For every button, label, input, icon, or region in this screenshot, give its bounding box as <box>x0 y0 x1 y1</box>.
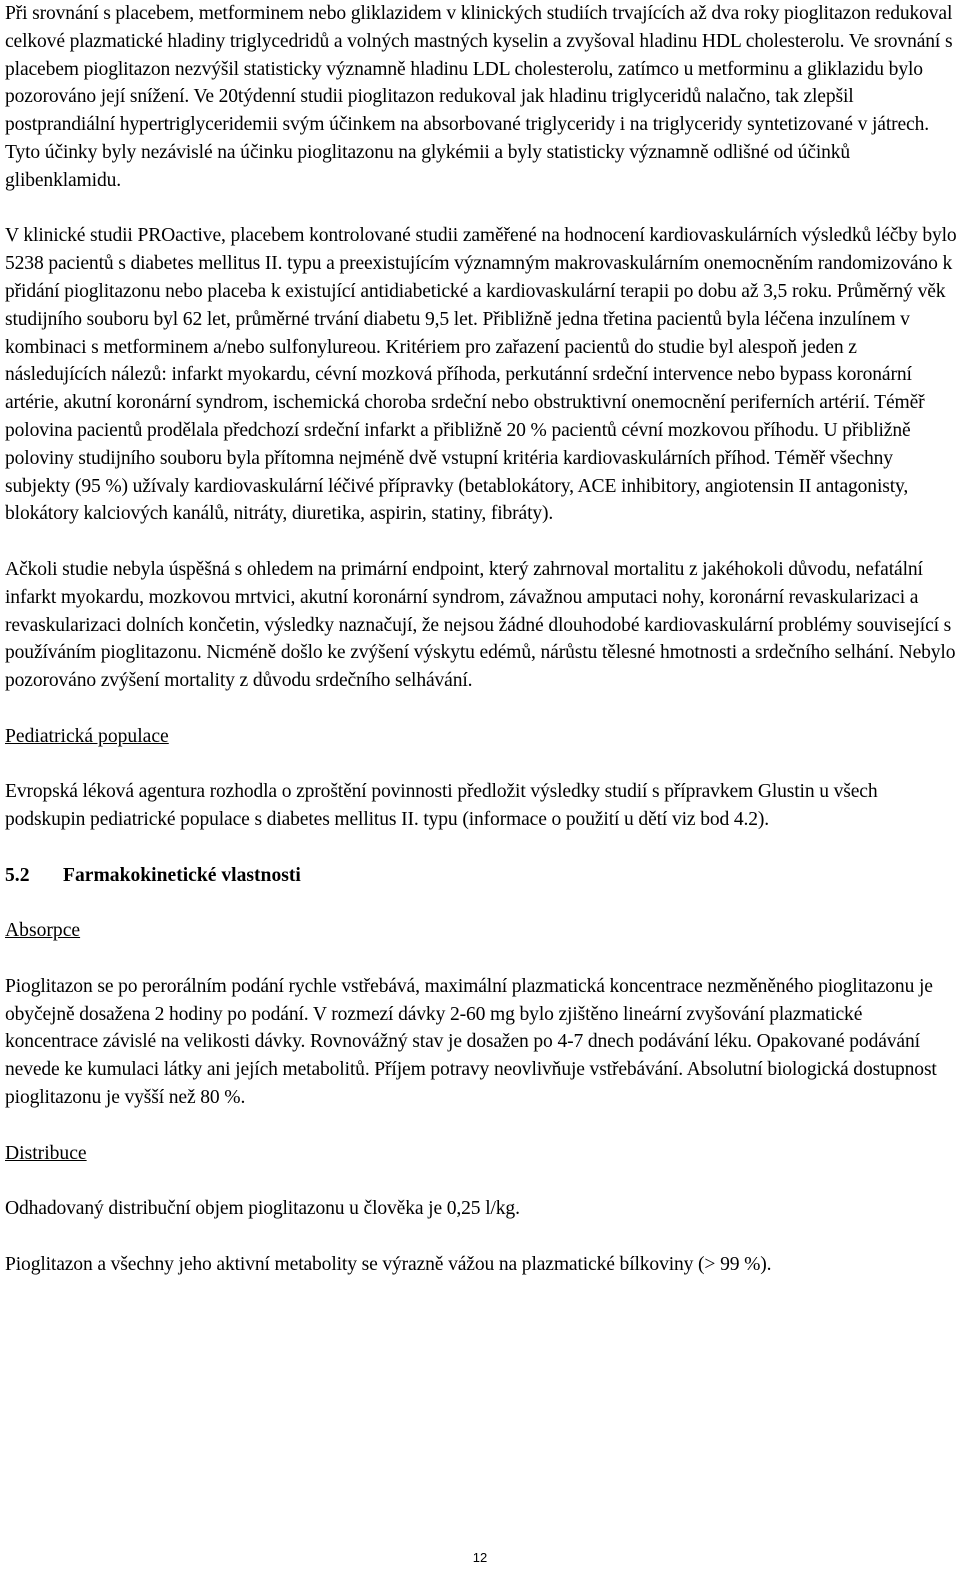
paragraph-absorption: Pioglitazon se po perorálním podání rychle vstřebává, maximální plazmatická koncentrace nezměněného pioglitazonu je obyčejně dosažena 2 hodiny po podání. V rozmezí dávky 2-60 mg bylo zjištěno lineární zvyšování plazmatické koncentrace závislé na velikosti dávky. Rovnovážný stav je dosažen po 4-7 dnech podávání léku. Opakované podávání nevede ke kumulaci látky ani jejích metabolitů. Příjem potravy neovlivňuje vstřebávání. Absolutní biologická dostupnost pioglitazonu je vyšší než 80 %. <box>5 975 937 1109</box>
document-page <box>5 0 958 1279</box>
pediatric-heading: Pediatrická populace <box>5 725 169 747</box>
paragraph-distribution-volume: Odhadovaný distribuční objem pioglitazonu u člověka je 0,25 l/kg. <box>5 1198 520 1220</box>
absorption-heading: Absorpce <box>5 920 81 942</box>
section-number: 5.2 <box>5 864 30 886</box>
distribution-heading: Distribuce <box>5 1142 87 1164</box>
section-heading-5-2 <box>5 862 958 890</box>
paragraph-protein-binding: Pioglitazon a všechny jeho aktivní metabolity se výrazně vážou na plazmatické bílkoviny (> 99 %). <box>5 1253 772 1275</box>
paragraph-proactive-study: V klinické studii PROactive, placebem kontrolované studii zaměřené na hodnocení kardiovaskulárních výsledků léčby bylo 5238 pacientů s diabetes mellitus II. typu a preexistujícím významným makrovaskulárním onemocněním randomizováno k přidání pioglitazonu nebo placeba k existující antidiabetické a kardiovaskulární terapii po dobu až 3,5 roku. Průměrný věk studijního souboru byl 62 let, průměrné trvání diabetu 9,5 let. Přibližně jedna třetina pacientů byla léčena inzulínem v kombinaci s metforminem a/nebo sulfonylureou. Kritériem pro zařazení pacientů do studie byl alespoň jeden z následujících nálezů: infarkt myokardu, cévní mozková příhoda, perkutánní srdeční intervence nebo bypass koronární artérie, akutní koronární syndrom, ischemická choroba srdeční nebo obstruktivní onemocnění periferních artérií. Téměř polovina pacientů prodělala předchozí srdeční infarkt a přibližně 20 % pacientů cévní mozkovou příhodu. U přibližně poloviny studijního souboru byla přítomna nejméně dvě vstupní kritéria kardiovaskulárních příhod. Téměř všechny subjekty (95 %) užívaly kardiovaskulární léčivé přípravky (betablokátory, ACE inhibitory, angiotensin II antagonisty, blokátory kalciových kanálů, nitráty, diuretika, aspirin, statiny, fibráty). <box>5 225 957 525</box>
paragraph-pediatric: Evropská léková agentura rozhodla o zproštění povinnosti předložit výsledky studií s přípravkem Glustin u všech podskupin pediatrické populace s diabetes mellitus II. typu (informace o použití u dětí viz bod 4.2). <box>5 781 878 831</box>
paragraph-lipids: Při srovnání s placebem, metforminem nebo gliklazidem v klinických studiích trvajících až dva roky pioglitazon redukoval celkové plazmatické hladiny triglycedridů a volných mastných kyselin a zvyšoval hladinu HDL cholesterolu. Ve srovnání s placebem pioglitazon nezvýšil statisticky významně hladinu LDL cholesterolu, zatímco u metforminu a gliklazidu bylo pozorováno její snížení. Ve 20týdenní studii pioglitazon redukoval jak hladinu triglyceridů nalačno, tak zlepšil postprandiální hypertriglyceridemii svým účinkem na absorbované triglyceridy i na triglyceridy syntetizované v játrech. Tyto účinky byly nezávislé na účinku pioglitazonu na glykémii a byly statisticky významně odlišné od účinků glibenklamidu. <box>5 3 953 191</box>
paragraph-primary-endpoint: Ačkoli studie nebyla úspěšná s ohledem na primární endpoint, který zahrnoval mortalitu z jakéhokoli důvodu, nefatální infarkt myokardu, mozkovou mrtvici, akutní koronární syndrom, závažnou amputaci nohy, koronární revaskularizaci a revaskularizaci dolních končetin, výsledky naznačují, že nejsou žádné dlouhodobé kardiovaskulární problémy související s používáním pioglitazonu. Nicméně došlo ke zvýšení výskytu edémů, nárůstu tělesné hmotnosti a srdečního selhání. Nebylo pozorováno zvýšení mortality z důvodu srdečního selhávání. <box>5 558 956 692</box>
page-number: 12 <box>472 1550 488 1565</box>
section-title: Farmakokinetické vlastnosti <box>63 864 301 886</box>
